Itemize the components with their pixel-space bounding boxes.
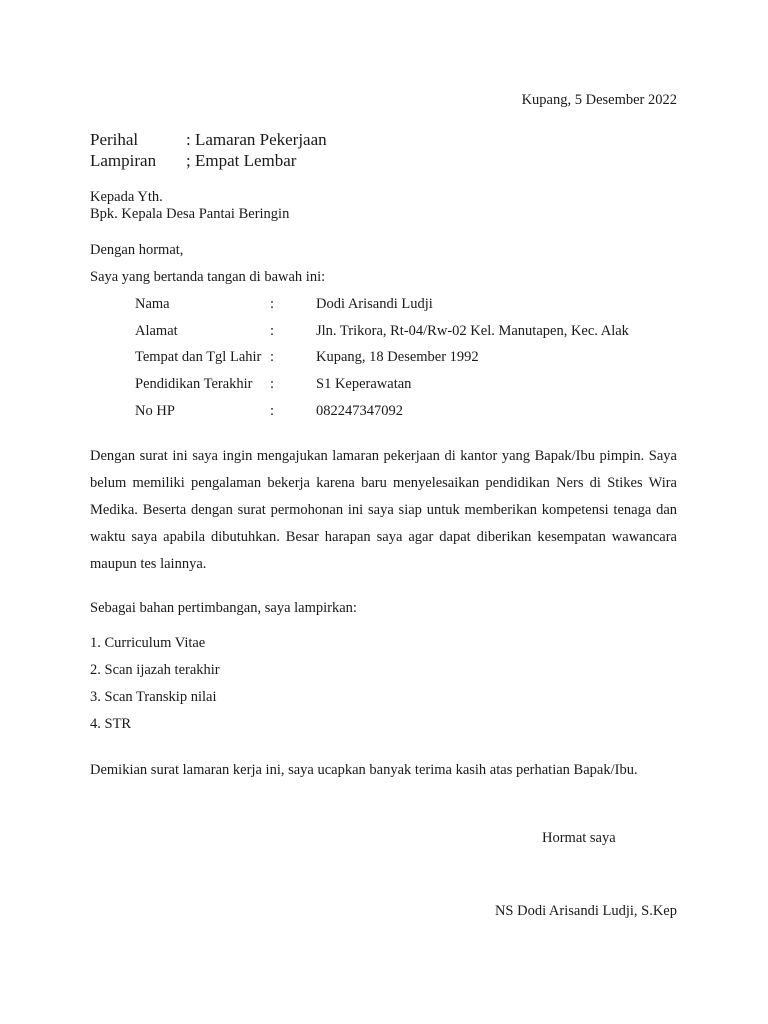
identity-label: Nama: [135, 296, 170, 312]
identity-value: 082247347092: [316, 403, 403, 419]
identity-colon: :: [270, 403, 275, 419]
recipient-line-2: Bpk. Kepala Desa Pantai Beringin: [90, 206, 290, 222]
identity-label: Pendidikan Terakhir: [135, 376, 253, 392]
body-paragraph: Dengan surat ini saya ingin mengajukan lamaran pekerjaan di kantor yang Bapak/Ibu pimpin. Saya belum memiliki pengalaman bekerja karena baru menyelesaikan pendidikan Ners di Stikes Wira Medika. Beserta dengan surat permohonan ini saya siap untuk memberikan kompetensi tenaga dan waktu saya apabila dibutuhkan. Besar harapan saya agar dapat diberikan kesempatan wawancara maupun tes lainnya.: [90, 448, 677, 572]
identity-value: S1 Keperawatan: [316, 376, 412, 392]
salutation: Dengan hormat,: [90, 242, 184, 258]
subject-value: : Lamaran Pekerjaan: [186, 130, 327, 149]
identity-value: Kupang, 18 Desember 1992: [316, 349, 479, 365]
identity-label: No HP: [135, 403, 175, 419]
intro-line: Saya yang bertanda tangan di bawah ini:: [90, 269, 326, 285]
list-item: 1. Curriculum Vitae: [90, 635, 206, 651]
attachment-value: ; Empat Lembar: [186, 151, 297, 170]
identity-label: Tempat dan Tgl Lahir: [135, 349, 262, 365]
list-item: 3. Scan Transkip nilai: [90, 689, 217, 705]
attachment-label: Lampiran: [90, 151, 157, 170]
letter-date: Kupang, 5 Desember 2022: [521, 92, 677, 108]
identity-colon: :: [270, 296, 275, 312]
identity-value: Jln. Trikora, Rt-04/Rw-02 Kel. Manutapen, Kec. Alak: [316, 323, 629, 339]
subject-label: Perihal: [90, 130, 139, 149]
recipient-line-1: Kepada Yth.: [90, 189, 163, 205]
signer-name: NS Dodi Arisandi Ludji, S.Kep: [494, 903, 677, 919]
identity-colon: :: [270, 323, 275, 339]
list-item: 2. Scan ijazah terakhir: [90, 662, 220, 678]
identity-colon: :: [270, 349, 275, 365]
closing-line: Demikian surat lamaran kerja ini, saya ucapkan banyak terima kasih atas perhatian Bapak/Ibu.: [90, 762, 638, 778]
sign-greeting: Hormat saya: [542, 830, 616, 846]
identity-value: Dodi Arisandi Ludji: [316, 296, 433, 312]
identity-label: Alamat: [135, 323, 178, 339]
attachments-intro: Sebagai bahan pertimbangan, saya lampirkan:: [90, 600, 357, 616]
list-item: 4. STR: [90, 716, 132, 732]
identity-colon: :: [270, 376, 275, 392]
